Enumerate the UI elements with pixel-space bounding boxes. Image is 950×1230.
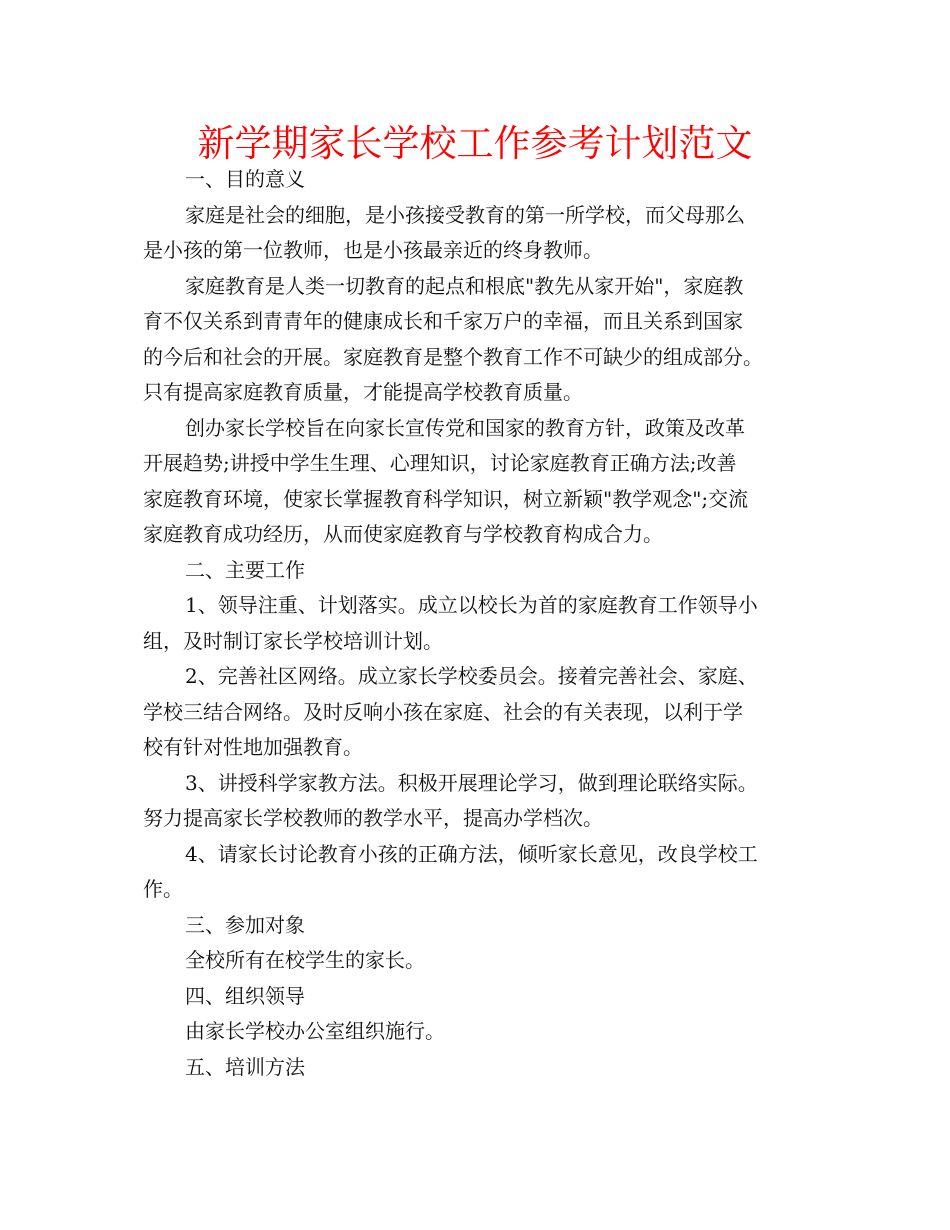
text-line: 只有提高家庭教育质量，才能提高学校教育质量。 — [143, 380, 583, 404]
text-line: 努力提高家长学校教师的教学水平，提高办学档次。 — [143, 806, 603, 830]
text-line: 家庭教育环境，使家长掌握教育科学知识，树立新颖"教学观念";交流 — [143, 486, 749, 511]
document-title: 新学期家长学校工作参考计划范文 — [197, 122, 753, 165]
text-line: 的今后和社会的开展。家庭教育是整个教育工作不可缺少的组成部分。 — [143, 344, 763, 369]
text-line: 全校所有在校学生的家长。 — [185, 948, 425, 972]
text-line: 组，及时制订家长学校培训计划。 — [143, 628, 443, 653]
text-line: 五、培训方法 — [185, 1054, 305, 1079]
text-line: 家庭是社会的细胞，是小孩接受教育的第一所学校，而父母那么 — [185, 202, 745, 227]
text-line: 学校三结合网络。及时反响小孩在家庭、社会的有关表现，以利于学 — [143, 699, 743, 724]
text-line: 家庭教育成功经历，从而使家庭教育与学校教育构成合力。 — [143, 522, 663, 546]
text-line: 4、请家长讨论教育小孩的正确方法，倾听家长意见，改良学校工 — [185, 841, 758, 866]
text-line: 二、主要工作 — [185, 557, 305, 582]
text-line: 开展趋势;讲授中学生生理、心理知识，讨论家庭教育正确方法;改善 — [143, 451, 737, 475]
text-line: 一、目的意义 — [185, 167, 305, 191]
text-line: 2、完善社区网络。成立家长学校委员会。接着完善社会、家庭、 — [185, 664, 758, 688]
text-line: 是小孩的第一位教师，也是小孩最亲近的终身教师。 — [143, 238, 603, 262]
text-line: 3、讲授科学家教方法。积极开展理论学习，做到理论联络实际。 — [185, 770, 758, 795]
text-line: 作。 — [143, 877, 183, 901]
text-line: 校有针对性地加强教育。 — [143, 735, 363, 759]
text-line: 1、领导注重、计划落实。成立以校长为首的家庭教育工作领导小 — [185, 593, 758, 617]
text-line: 三、参加对象 — [185, 912, 305, 937]
document-body — [143, 162, 843, 1085]
text-line: 育不仅关系到青青年的健康成长和千家万户的幸福，而且关系到国家 — [143, 309, 743, 333]
text-line: 家庭教育是人类一切教育的起点和根底"教先从家开始"，家庭教 — [185, 273, 744, 298]
text-line: 四、组织领导 — [185, 983, 305, 1008]
text-line: 创办家长学校旨在向家长宣传党和国家的教育方针，政策及改革 — [185, 415, 745, 440]
text-line: 由家长学校办公室组织施行。 — [185, 1019, 445, 1043]
